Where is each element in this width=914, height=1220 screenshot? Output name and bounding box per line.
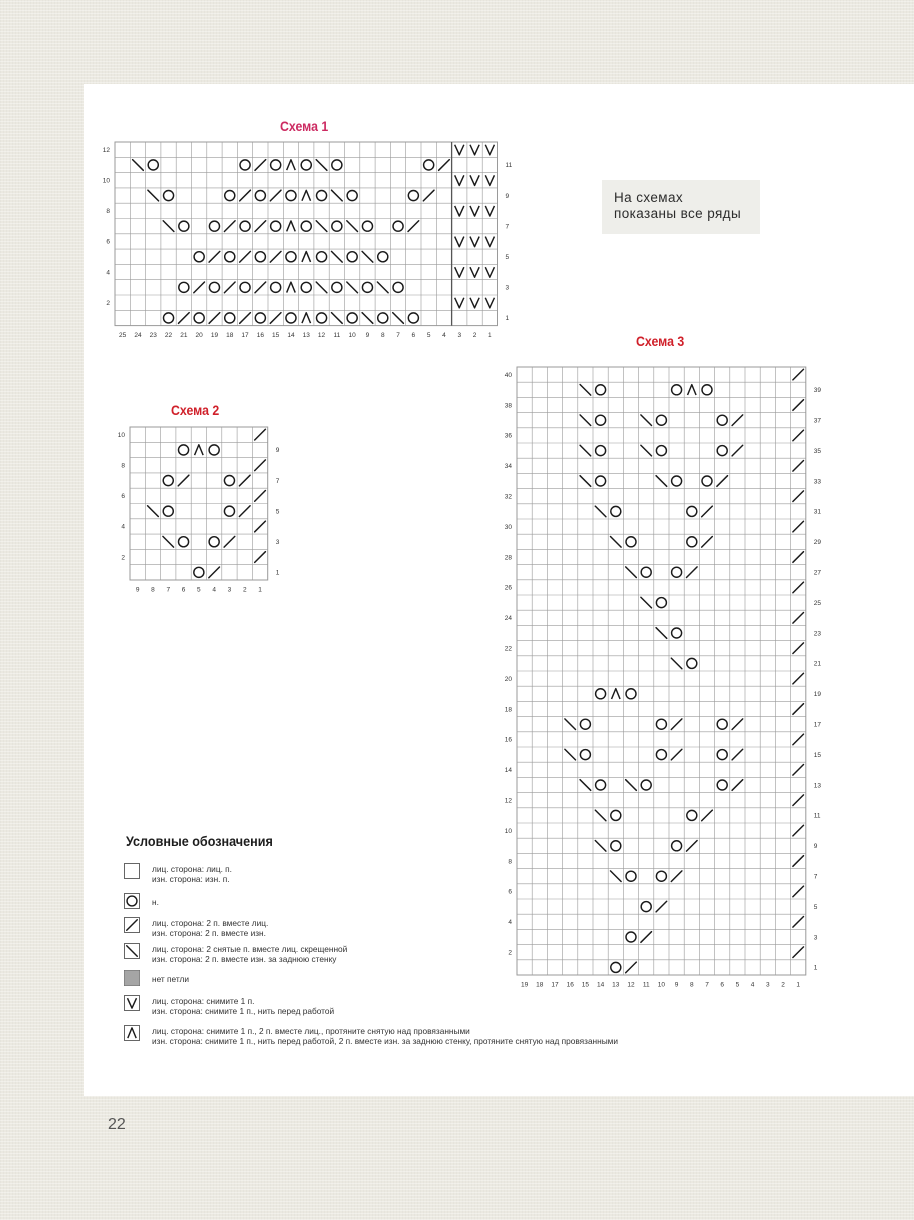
row-number-label: 29	[813, 539, 822, 547]
row-number-label: 2	[508, 949, 512, 957]
row-number-label: 38	[504, 402, 512, 410]
stitch-number-label: 9	[365, 332, 370, 340]
stitch-number-label: 3	[765, 981, 770, 989]
stitch-number-label: 11	[333, 332, 341, 340]
legend-text-line: лиц. сторона: лиц. п.	[152, 864, 232, 874]
page-number: 22	[108, 1116, 126, 1133]
stitch-number-label: 2	[242, 586, 247, 594]
row-number-label: 3	[813, 934, 818, 942]
row-number-label: 40	[504, 371, 512, 379]
stitch-number-label: 1	[796, 981, 801, 989]
legend-text-line: изн. сторона: 2 п. вместе изн.	[152, 928, 266, 938]
row-number-label: 5	[505, 254, 510, 262]
row-number-label: 30	[504, 523, 512, 531]
stitch-number-label: 15	[272, 332, 280, 340]
row-number-label: 10	[504, 827, 512, 835]
legend-text-line: изн. сторона: снимите 1 п., нить перед работой	[152, 1006, 335, 1016]
row-number-label: 20	[504, 675, 512, 683]
row-number-label: 22	[504, 645, 512, 653]
row-number-label: 11	[505, 162, 513, 170]
stitch-number-label: 8	[380, 332, 385, 340]
legend-yarn-over-icon	[124, 893, 140, 909]
row-number-label: 9	[813, 843, 818, 851]
row-number-label: 12	[504, 797, 512, 805]
legend-text-line: лиц. сторона: 2 снятые п. вместе лиц. скрещенной	[152, 944, 348, 954]
scheme-3-title: Схема 3	[636, 333, 685, 349]
stitch-number-label: 1	[258, 586, 262, 594]
stitch-number-label: 16	[566, 981, 574, 989]
row-number-label: 24	[504, 615, 512, 623]
stitch-number-label: 25	[119, 332, 127, 340]
row-number-label: 7	[275, 477, 280, 485]
legend-knit-stitch-icon	[124, 863, 140, 879]
stitch-number-label: 7	[166, 586, 171, 594]
stitch-number-label: 14	[596, 981, 605, 989]
stitch-number-label: 18	[226, 332, 234, 340]
row-number-label: 3	[505, 284, 510, 292]
stitch-number-label: 1	[488, 332, 492, 340]
row-number-label: 37	[813, 417, 822, 425]
row-number-label: 3	[275, 539, 280, 547]
row-number-label: 5	[275, 508, 280, 516]
stitch-number-label: 12	[317, 332, 326, 340]
stitch-number-label: 7	[396, 332, 400, 340]
row-number-label: 8	[121, 462, 125, 470]
note-box	[602, 180, 760, 234]
legend-ssk-icon	[124, 943, 140, 959]
stitch-number-label: 21	[180, 332, 188, 340]
stitch-number-label: 6	[181, 586, 186, 594]
row-number-label: 11	[813, 812, 821, 820]
row-number-label: 26	[504, 584, 512, 592]
stitch-number-label: 23	[149, 332, 157, 340]
row-number-label: 4	[508, 919, 512, 927]
row-number-label: 6	[121, 493, 125, 501]
chart-grid	[517, 367, 806, 975]
row-number-label: 7	[505, 223, 510, 231]
row-number-label: 19	[813, 691, 822, 699]
stitch-number-label: 8	[151, 586, 155, 594]
legend-text-line: изн. сторона: 2 п. вместе изн. за заднюю стенку	[152, 954, 337, 964]
row-number-label: 1	[275, 569, 280, 577]
row-number-label: 31	[813, 508, 822, 516]
stitch-number-label: 13	[302, 332, 310, 340]
stitch-number-label: 9	[674, 981, 679, 989]
stitch-number-label: 18	[536, 981, 544, 989]
stitch-number-label: 12	[627, 981, 635, 989]
legend-slip-stitch-icon	[124, 995, 140, 1011]
row-number-label: 23	[813, 630, 822, 638]
stitch-number-label: 19	[210, 332, 219, 340]
stitch-number-label: 13	[612, 981, 620, 989]
row-number-label: 35	[813, 447, 822, 455]
row-number-label: 14	[504, 767, 512, 775]
legend-text-line: лиц. сторона: снимите 1 п.	[152, 996, 255, 1006]
stitch-number-label: 5	[426, 332, 431, 340]
row-number-label: 7	[813, 873, 818, 881]
stitch-number-label: 9	[135, 586, 140, 594]
stitch-number-label: 17	[241, 332, 249, 340]
stitch-number-label: 4	[212, 586, 216, 594]
row-number-label: 5	[813, 903, 818, 911]
stitch-number-label: 16	[256, 332, 264, 340]
row-number-label: 39	[813, 387, 822, 395]
legend-text-line: н.	[152, 897, 159, 907]
legend-title: Условные обозначения	[126, 833, 273, 849]
row-number-label: 36	[504, 432, 512, 440]
stitch-number-label: 2	[781, 981, 785, 989]
row-number-label: 12	[102, 146, 110, 154]
scheme-1-title: Схема 1	[280, 118, 329, 134]
row-number-label: 34	[504, 463, 512, 471]
row-number-label: 9	[505, 192, 510, 200]
stitch-number-label: 10	[657, 981, 666, 989]
row-number-label: 6	[508, 888, 512, 896]
note-line-2: показаны все ряды	[614, 206, 742, 221]
row-number-label: 2	[121, 554, 125, 562]
legend-text-line: нет петли	[152, 974, 189, 984]
stitch-number-label: 20	[195, 332, 203, 340]
stitch-number-label: 10	[348, 332, 356, 340]
note-line-1: На схемах	[614, 190, 684, 205]
row-number-label: 15	[813, 751, 822, 759]
row-number-label: 32	[504, 493, 512, 501]
stitch-number-label: 22	[164, 332, 173, 340]
stitch-number-label: 6	[411, 332, 416, 340]
stitch-number-label: 7	[705, 981, 709, 989]
row-number-label: 9	[275, 447, 280, 455]
stitch-number-label: 14	[287, 332, 295, 340]
row-number-label: 16	[504, 736, 512, 744]
row-number-label: 18	[504, 706, 512, 714]
chart-scheme-1	[95, 140, 513, 345]
legend-k2tog-icon	[124, 917, 140, 933]
stitch-number-label: 11	[642, 981, 650, 989]
row-number-label: 13	[813, 782, 822, 790]
row-number-label: 21	[813, 660, 822, 668]
row-number-label: 28	[504, 554, 512, 562]
chart-grid	[130, 427, 268, 580]
legend-text-line: изн. сторона: снимите 1 п., нить перед работой, 2 п. вместе изн. за заднюю стенку, протяните снятую над провязанными	[152, 1036, 619, 1046]
stitch-number-label: 3	[457, 332, 462, 340]
stitch-number-label: 4	[750, 981, 755, 989]
legend-text-line: изн. сторона: изн. п.	[152, 874, 230, 884]
stitch-number-label: 6	[720, 981, 725, 989]
row-number-label: 1	[813, 964, 818, 972]
stitch-number-label: 4	[442, 332, 446, 340]
legend-text-line: лиц. сторона: 2 п. вместе лиц.	[152, 918, 269, 928]
row-number-label: 25	[813, 599, 822, 607]
stitch-number-label: 15	[581, 981, 590, 989]
legend-text-line: лиц. сторона: снимите 1 п., 2 п. вместе лиц., протяните снятую над провязанными	[152, 1026, 470, 1036]
row-number-label: 1	[505, 315, 510, 323]
legend-no-stitch-icon	[124, 970, 140, 986]
stitch-number-label: 19	[520, 981, 529, 989]
stitch-number-label: 3	[227, 586, 232, 594]
row-number-label: 2	[106, 299, 110, 307]
row-number-label: 8	[508, 858, 512, 866]
row-number-label: 10	[117, 431, 125, 439]
stitch-number-label: 17	[551, 981, 559, 989]
legend-double-decrease-icon	[124, 1025, 140, 1041]
row-number-label: 10	[102, 177, 110, 185]
row-number-label: 27	[813, 569, 822, 577]
row-number-label: 4	[106, 269, 110, 277]
row-number-label: 33	[813, 478, 822, 486]
chart-scheme-2	[110, 425, 288, 600]
stitch-number-label: 8	[689, 981, 694, 989]
stitch-number-label: 5	[197, 586, 201, 594]
stitch-number-label: 24	[134, 332, 142, 340]
row-number-label: 17	[813, 721, 822, 729]
scheme-2-title: Схема 2	[171, 402, 220, 418]
chart-scheme-3	[497, 365, 829, 997]
stitch-number-label: 2	[472, 332, 477, 340]
row-number-label: 8	[106, 208, 110, 216]
row-number-label: 4	[121, 523, 125, 531]
stitch-number-label: 5	[735, 981, 740, 989]
row-number-label: 6	[106, 238, 110, 246]
